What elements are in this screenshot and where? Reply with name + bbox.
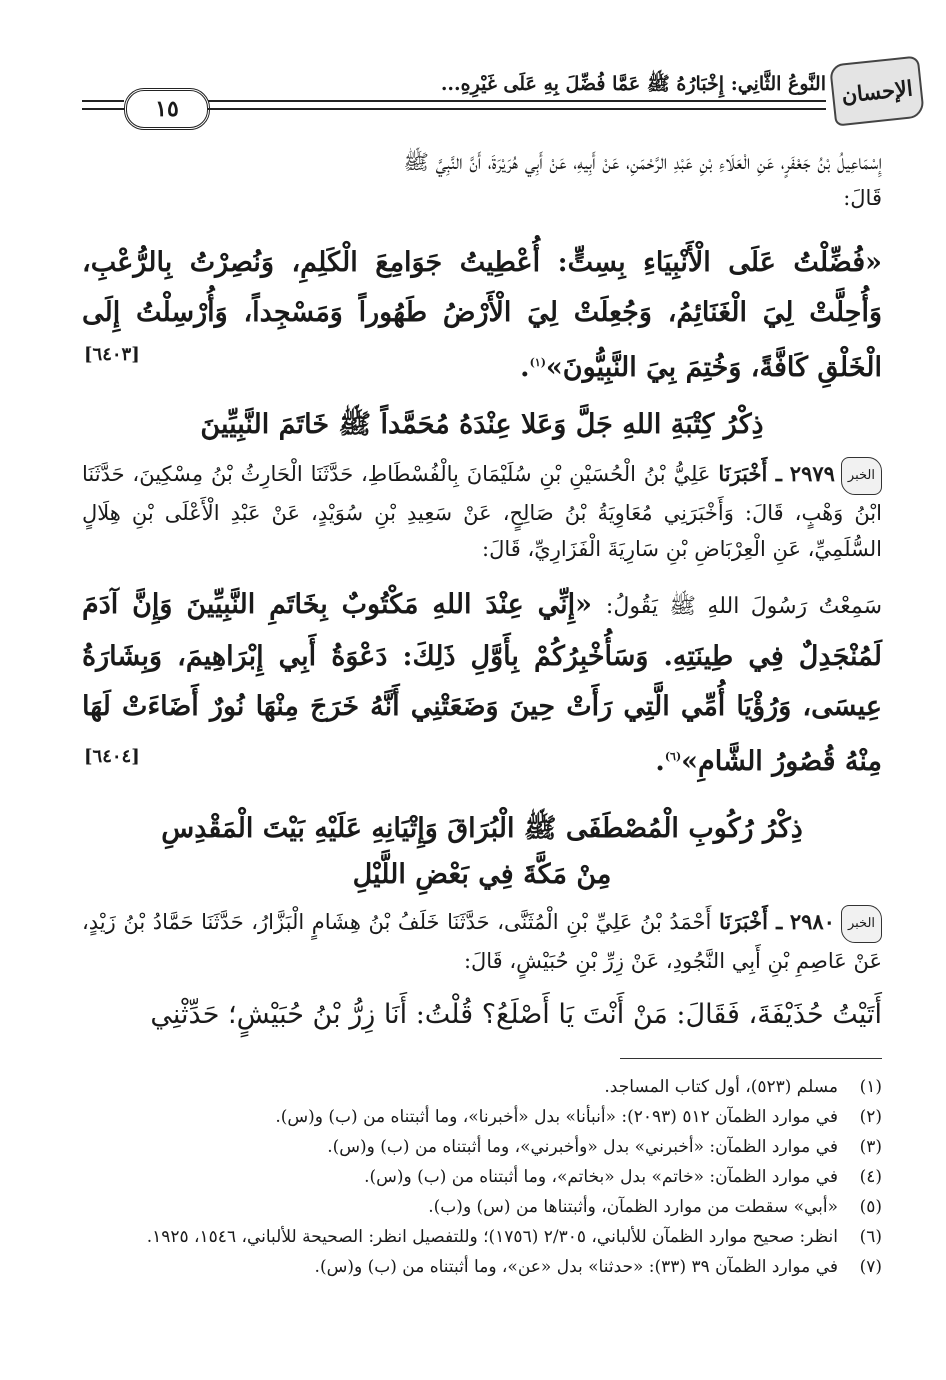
header-rule-left-bottom xyxy=(82,108,124,110)
isnad-text: عَلِيُّ بْنُ الْحُسَيْنِ بْنِ سُلَيْمَانَ بِالْفُسْطَاطِ، حَدَّثَنَا الْحَارِثُ بْنُ مِسْكِينَ، حَدَّثَنَا ابْنُ وَهْبٍ، قَالَ: وَأَخْبَرَنِي مُعَاوِيَةُ بْنُ صَالِحٍ، عَنْ سَعِيدِ بْنِ سُوَيْدٍ، عَنْ عَبْدِ الْأَعْلَى بْنِ هِلَالٍ السُّلَمِيِّ، عَنِ الْعِرْبَاضِ بْنِ سَارِيَةَ الْفَزَارِيِّ، قَالَ: xyxy=(82,462,882,561)
footnote-text: في موارد الظمآن: «خاتم» بدل «بخاتم»، وما أثبتناه من (ب) و(س). xyxy=(364,1167,838,1187)
akhbarana-label: ـ أَخْبَرَنَا xyxy=(718,461,782,486)
section-heading-line: ذِكْرُ رُكُوبِ الْمُصْطَفَى ﷺ الْبُرَاقَ وَإِتْيَانِهِ عَلَيْهِ بَيْتَ الْمَقْدِسِ xyxy=(161,813,803,844)
isnad-text: أَحْمَدُ بْنُ عَلِيِّ بْنِ الْمُثَنَّى، حَدَّثَنَا خَلَفُ بْنُ هِشَامٍ الْبَزَّارُ، حَدَّثَنَا حَمَّادُ بْنُ زَيْدٍ، عَنْ عَاصِمِ بْنِ أَبِي النَّجُودِ، عَنْ زِرِّ بْنِ حُبَيْشٍ، قَالَ: xyxy=(82,910,882,973)
header-rule-right-bottom xyxy=(208,108,826,110)
section-heading xyxy=(82,806,882,898)
footnote xyxy=(82,1132,882,1162)
hadith-reference: [٦٤٠٤] xyxy=(84,746,140,767)
footnotes xyxy=(82,1072,882,1282)
khabar-badge: الخبر xyxy=(841,905,882,943)
footnote xyxy=(82,1252,882,1282)
footnote-number: (٧) xyxy=(859,1257,882,1277)
intro-line: إِسْمَاعِيلُ بْنُ جَعْفَرٍ، عَنِ الْعَلَاءِ بْنِ عَبْدِ الرَّحْمَنِ، عَنْ أَبِيهِ، عَنْ أَبِي هُرَيْرَةَ، أَنَّ النَّبِيَّ ﷺ xyxy=(403,150,882,174)
footnote xyxy=(82,1072,882,1102)
footnote-marker: (١) xyxy=(529,356,546,369)
footnote-number: (٤) xyxy=(859,1167,882,1187)
footnote-number: (٢) xyxy=(859,1107,882,1127)
footnote-text: في موارد الظمآن ٥١٢ (٢٠٩٣): «أنبأنا» بدل «أخبرنا»، وما أثبتناه من (ب) و(س). xyxy=(275,1107,838,1127)
footnote-text: «أبي» سقطت من موارد الظمآن، وأثبتناها من (س) و(ب). xyxy=(428,1197,838,1217)
hadith-number: ٢٩٧٩ xyxy=(789,461,835,486)
footnote-number: (١) xyxy=(859,1077,882,1097)
footnote-text: في موارد الظمآن ٣٩ (٣٣): «حدثنا» بدل «عن»، وما أثبتناه من (ب) و(س). xyxy=(314,1257,838,1277)
intro-chain xyxy=(82,144,882,216)
footnote xyxy=(82,1192,882,1222)
hadith-matn: «فُضِّلْتُ عَلَى الْأَنْبِيَاءِ بِسِتٍّ: أُعْطِيتُ جَوَامِعَ الْكَلِمِ، وَنُصِرْتُ بِالرُّعْبِ، وَأُحِلَّتْ لِيَ الْغَنَائِمُ، وَجُعِلَتْ لِيَ الْأَرْضُ طَهُوراً وَمَسْجِداً، وَأُرْسِلْتُ إِلَى الْخَلْقِ كَافَّةً، وَخُتِمَ بِيَ النَّبِيُّونَ» xyxy=(82,247,882,383)
running-title: النَّوعُ الثَّانِي: إِخْبَارُهُ ﷺ عَمَّا فُضِّلَ بِهِ عَلَى غَيْرِهِ... xyxy=(440,73,826,95)
hadith-matn: «إِنِّي عِنْدَ اللهِ مَكْتُوبٌ بِخَاتَمِ النَّبِيِّينَ وَإِنَّ آدَمَ لَمُنْجَدِلٌ فِي طِينَتِهِ. وَسَأُخْبِرُكُمْ بِأَوَّلِ ذَلِكَ: دَعْوَةُ أَبِي إِبْرَاهِيمَ، وَبِشَارَةُ عِيسَى، وَرُؤْيَا أُمِّي الَّتِي رَأَتْ حِينَ وَضَعَتْنِي أَنَّهُ خَرَجَ مِنْهَا نُورٌ أَضَاءَتْ لَهَا مِنْهُ قُصُورُ الشَّامِ» xyxy=(82,589,882,777)
footnote-number: (٥) xyxy=(859,1197,882,1217)
section-puzzle-badge xyxy=(829,55,925,126)
hadith-text: سَمِعْتُ رَسُولَ اللهِ ﷺ يَقُولُ: «إِنِّي عِنْدَ اللهِ مَكْتُوبٌ بِخَاتَمِ النَّبِيِّينَ وَإِنَّ آدَمَ لَمُنْجَدِلٌ فِي طِينَتِهِ. وَسَأُخْبِرُكُمْ بِأَوَّلِ ذَلِكَ: دَعْوَةُ أَبِي إِبْرَاهِيمَ، وَبِشَارَةُ عِيسَى، وَرُؤْيَا أُمِّي الَّتِي رَأَتْ حِينَ وَضَعَتْنِي أَنَّهُ خَرَجَ مِنْهَا نُورٌ أَضَاءَتْ لَهَا مِنْهُ قُصُورُ الشَّامِ»$^{(٦)}$. xyxy=(82,589,883,777)
corner-label: الإحسان xyxy=(840,74,914,108)
footnote-text: مسلم (٥٢٣)، أول كتاب المساجد. xyxy=(604,1077,838,1097)
footnote-number: (٦) xyxy=(859,1227,882,1247)
intro-line-qala: قَالَ: xyxy=(843,186,882,210)
hadith-text: أَتَيْتُ حُذَيْفَةَ، فَقَالَ: مَنْ أَنْتَ يَا أَصْلَعُ؟ قُلْتُ: أَنَا زِرُّ بْنُ حُبَيْشٍ؛ حَدِّثْنِي xyxy=(150,999,882,1030)
hadith-text: «فُضِّلْتُ عَلَى الْأَنْبِيَاءِ بِسِتٍّ: أُعْطِيتُ جَوَامِعَ الْكَلِمِ، وَنُصِرْتُ بِالرُّعْبِ، وَأُحِلَّتْ لِيَ الْغَنَائِمُ، وَجُعِلَتْ لِيَ الْأَرْضُ طَهُوراً وَمَسْجِداً، وَأُرْسِلْتُ إِلَى الْخَلْقِ كَافَّةً، وَخُتِمَ بِيَ النَّبِيُّونَ»$^{(١)}$. xyxy=(82,247,882,383)
footnote-number: (٣) xyxy=(859,1137,882,1157)
footnote-separator xyxy=(620,1058,882,1059)
khabar-badge: الخبر xyxy=(841,457,882,495)
footnote xyxy=(82,1162,882,1192)
section-heading: ذِكْرُ كِتْبَةِ اللهِ جَلَّ وَعَلا عِنْدَهُ مُحَمَّداً ﷺ خَاتَمَ النَّبِيِّينَ xyxy=(200,409,764,440)
footnote-marker: (٦) xyxy=(664,750,682,763)
hadith-isnad xyxy=(82,456,882,567)
hadith-number: ٢٩٨٠ xyxy=(789,909,835,934)
footnote xyxy=(82,1222,882,1252)
footnote-text: في موارد الظمآن: «أخبرني» بدل «وأخبرني»، وما أثبتناه من (ب) و(س). xyxy=(327,1137,838,1157)
section-heading-line: مِنْ مَكَّةَ فِي بَعْضِ اللَّيْلِ xyxy=(352,859,612,890)
hadith-lead: سَمِعْتُ رَسُولَ اللهِ ﷺ يَقُولُ: xyxy=(605,594,883,619)
header-rule-left-top xyxy=(82,100,124,102)
akhbarana-label: ـ أَخْبَرَنَا xyxy=(718,909,783,934)
page-header xyxy=(82,52,922,138)
page-number: ١٥ xyxy=(124,88,210,130)
hadith-isnad xyxy=(82,904,882,979)
footnote-text: انظر: صحيح موارد الظمآن للألباني، ٢/٣٠٥ (١٧٥٦)؛ وللتفصيل انظر: الصحيحة للألباني، ١٥٤٦، ١٩٢٥. xyxy=(146,1227,838,1247)
header-rule-right-top xyxy=(208,100,826,102)
footnote xyxy=(82,1102,882,1132)
hadith-reference: [٦٤٠٣] xyxy=(84,344,140,365)
